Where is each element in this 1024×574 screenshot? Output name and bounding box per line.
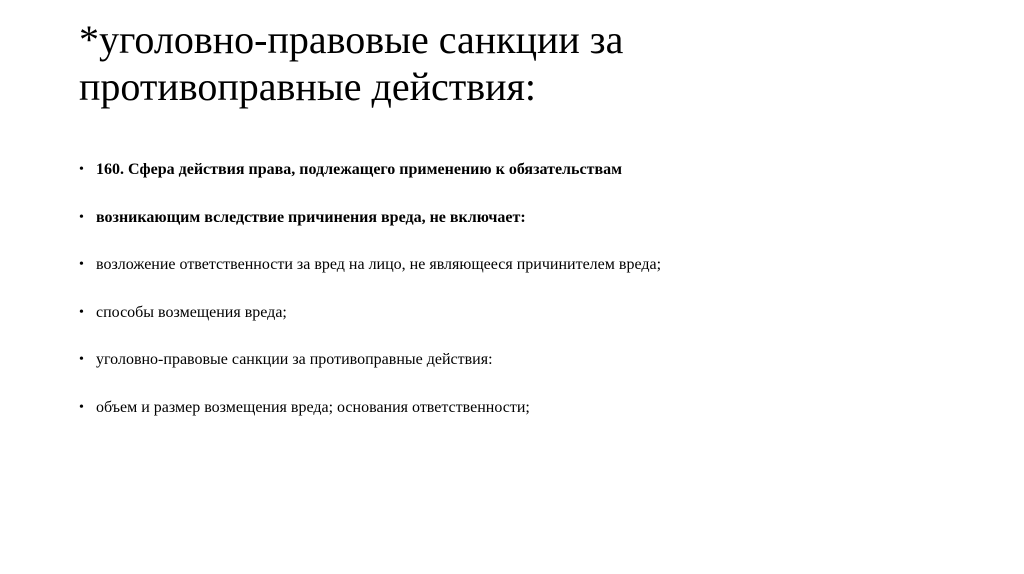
- bullet-icon: •: [79, 352, 84, 367]
- bullet-icon: •: [79, 257, 84, 272]
- bullet-text-2: возникающим вследствие причинения вреда, не включает:: [96, 208, 526, 226]
- bullet-item-4: [79, 300, 979, 348]
- bullet-icon: •: [79, 162, 84, 177]
- bullet-item-5: [79, 347, 979, 395]
- bullet-text-5: уголовно-правовые санкции за противоправные действия:: [96, 351, 493, 368]
- slide-title-line-1: *уголовно-правовые санкции за: [79, 17, 624, 62]
- bullet-item-3: [79, 252, 979, 300]
- bullet-list: [79, 157, 979, 442]
- bullet-item-6: [79, 395, 979, 443]
- bullet-text-6: объем и размер возмещения вреда; основания ответственности;: [96, 398, 530, 416]
- bullet-text-4: способы возмещения вреда;: [96, 303, 287, 321]
- bullet-text-3: возложение ответственности за вред на лицо, не являющееся причинителем вреда;: [96, 256, 662, 273]
- bullet-item-1: [79, 157, 979, 205]
- bullet-icon: •: [79, 304, 84, 320]
- bullet-icon: •: [79, 209, 84, 225]
- slide-title-line-2: противоправные действия:: [79, 64, 537, 109]
- bullet-icon: •: [79, 399, 84, 415]
- slide-title: [79, 16, 979, 110]
- bullet-text-1: 160. Сфера действия права, подлежащего применению к обязательствам: [96, 161, 622, 178]
- bullet-item-2: [79, 205, 979, 253]
